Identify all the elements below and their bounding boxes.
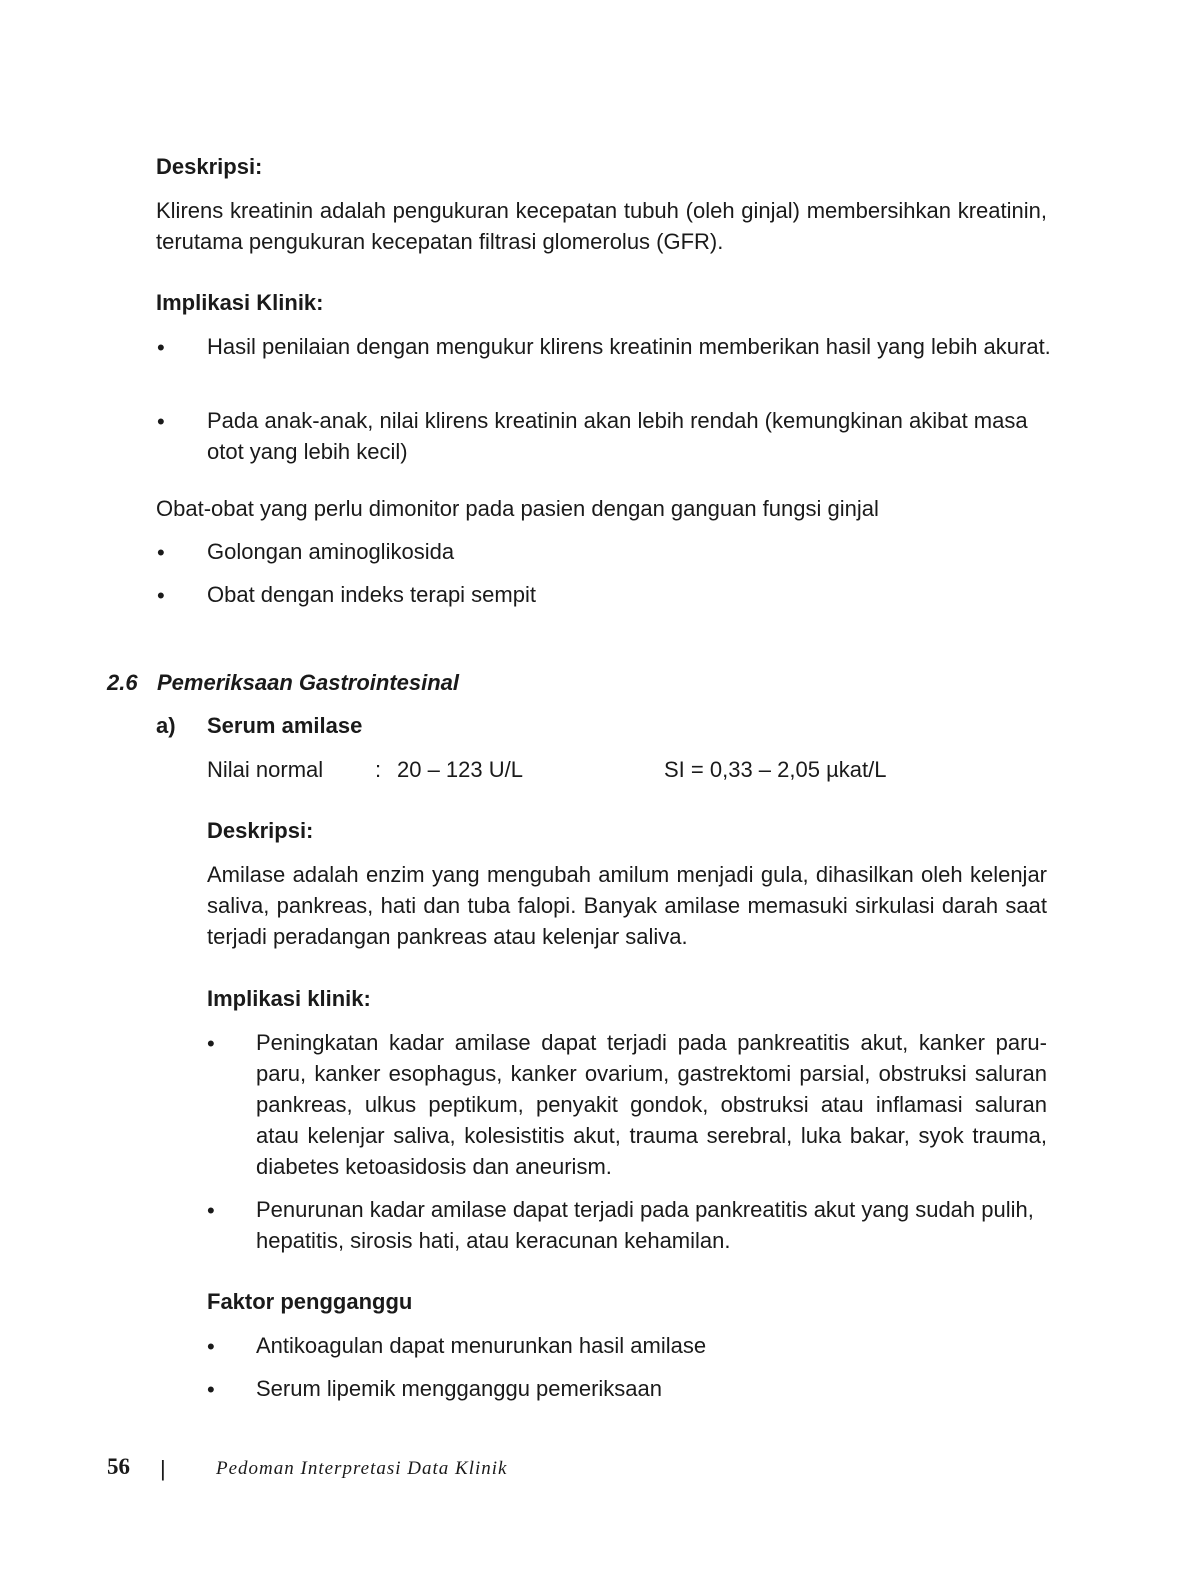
- faktor-heading: Faktor pengganggu: [207, 1289, 413, 1314]
- footer-separator: |: [160, 1456, 166, 1481]
- section-title: Pemeriksaan Gastrointesinal: [157, 670, 460, 695]
- obat-intro: Obat-obat yang perlu dimonitor pada pasien dengan ganguan fungsi ginjal: [156, 496, 879, 521]
- nilai-si-value: SI = 0,33 – 2,05 µkat/L: [664, 757, 887, 782]
- bullet-marker: •: [207, 1334, 215, 1359]
- bullet-marker: •: [157, 583, 165, 608]
- amilase-implikasi-item: Peningkatan kadar amilase dapat terjadi pada pankreatitis akut, kanker paru-paru, kanker esophagus, kanker ovarium, gastrektomi parsial, obstruksi saluran pankreas, ulkus peptikum, penyakit gondok, obstruksi atau inflamasi saluran atau kelenjar saliva, kolesistitis akut, trauma serebral, luka bakar, syok trauma, diabetes ketoasidosis dan aneurism.: [256, 1030, 1047, 1179]
- bullet-marker: •: [207, 1031, 215, 1056]
- implikasi-item: Pada anak-anak, nilai klirens kreatinin akan lebih rendah (kemungkinan akibat masa otot yang lebih kecil): [207, 408, 1028, 464]
- nilai-normal-colon: :: [375, 757, 382, 782]
- deskripsi-heading: Deskripsi:: [156, 154, 263, 179]
- bullet-marker: •: [157, 540, 165, 565]
- section-number: 2.6: [107, 670, 138, 695]
- amilase-deskripsi-heading: Deskripsi:: [207, 818, 314, 843]
- faktor-item: Antikoagulan dapat menurunkan hasil amilase: [256, 1333, 707, 1358]
- nilai-normal-label: Nilai normal: [207, 757, 324, 782]
- nilai-normal-value: 20 – 123 U/L: [397, 757, 523, 782]
- amilase-implikasi-item: Penurunan kadar amilase dapat terjadi pada pankreatitis akut yang sudah pulih, hepatitis, sirosis hati, atau keracunan kehamilan.: [256, 1197, 1034, 1253]
- deskripsi-paragraph: Klirens kreatinin adalah pengukuran kecepatan tubuh (oleh ginjal) membersihkan kreatinin, terutama pengukuran kecepatan filtrasi glomerolus (GFR).: [156, 198, 1047, 254]
- obat-item: Golongan aminoglikosida: [207, 539, 455, 564]
- amilase-deskripsi-paragraph: Amilase adalah enzim yang mengubah amilum menjadi gula, dihasilkan oleh kelenjar saliva, pankreas, hati dan tuba falopi. Banyak amilase memasuki sirkulasi darah saat terjadi peradangan pankreas atau kelenjar saliva.: [207, 862, 1047, 949]
- bullet-marker: •: [157, 335, 165, 360]
- bullet-marker: •: [207, 1198, 215, 1223]
- footer-book-title: Pedoman Interpretasi Data Klinik: [216, 1458, 508, 1479]
- implikasi-item: Hasil penilaian dengan mengukur klirens kreatinin memberikan hasil yang lebih akurat.: [207, 334, 1051, 359]
- page-number: 56: [107, 1454, 130, 1479]
- obat-item: Obat dengan indeks terapi sempit: [207, 582, 536, 607]
- sub-marker: a): [156, 713, 176, 738]
- bullet-marker: •: [207, 1377, 215, 1402]
- sub-title: Serum amilase: [207, 713, 363, 738]
- amilase-implikasi-heading: Implikasi klinik:: [207, 986, 371, 1011]
- faktor-item: Serum lipemik mengganggu pemeriksaan: [256, 1376, 662, 1401]
- bullet-marker: •: [157, 409, 165, 434]
- implikasi-heading: Implikasi Klinik:: [156, 290, 324, 315]
